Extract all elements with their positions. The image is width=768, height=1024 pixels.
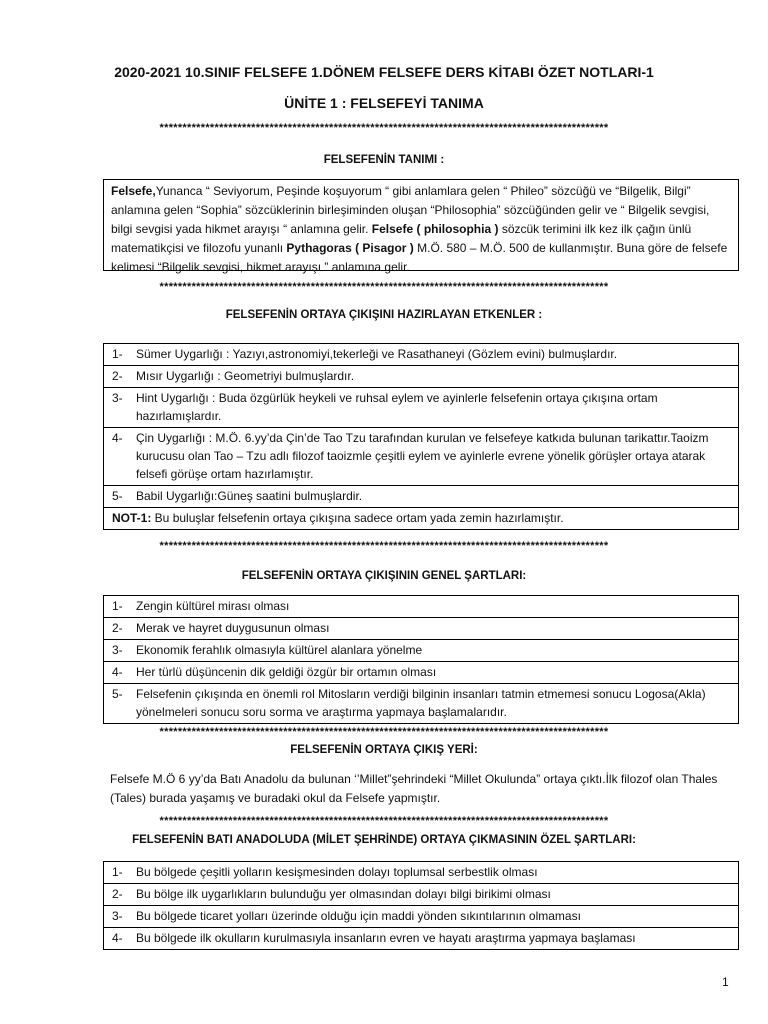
note-row (104, 508, 739, 530)
item-text: Bu bölgede ilk okulların kurulmasıyla insanların evren ve hayatı araştırma yapmaya başlaması (136, 931, 636, 945)
table-row (104, 640, 739, 662)
table-row (104, 388, 739, 428)
definition-text-3: M.Ö. 580 – M.Ö. 500 de kullanmıştır. Buna göre de felsefe kelimesi “Bilgelik sevgisi, hikmet arayışı ” anlamına gelir. (111, 241, 728, 274)
item-text: Zengin kültürel mirası olması (136, 599, 290, 613)
item-number: 2- (112, 887, 123, 901)
special-conditions-heading: FELSEFENİN BATI ANADOLUDA (MİLET ŞEHRİNDE) ORTAYA ÇIKMASININ ÖZEL ŞARTLARI: (132, 834, 636, 846)
definition-text-1: Yunanca “ Seviyorum, Peşinde koşuyorum “ gibi anlamlara gelen “ Phileo” sözcüğü ve “Bilgelik, Bilgi” anlamına gelen “Sophia” sözcüklerinin birleşiminden oluşan “Philosophia” sözcüğünden gelir ve “ Bilgelik sevgisi, bilgi sevgisi yada hikmet arayışı “ anlamına gelir. (111, 184, 710, 236)
item-text: Ekonomik ferahlık olmasıyla kültürel alanlara yönelme (136, 643, 423, 657)
item-number: 3- (112, 643, 123, 657)
item-text: Babil Uygarlığı:Güneş saatini bulmuşlardir. (136, 489, 363, 503)
document-title: 2020-2021 10.SINIF FELSEFE 1.DÖNEM FELSEFE DERS KİTABI ÖZET NOTLARI-1 (114, 64, 654, 80)
item-text: Mısır Uygarlığı : Geometriyi bulmuşlardır. (136, 369, 355, 383)
star-divider: ************************************************************************************************** (159, 281, 609, 293)
definition-term-3: Pythagoras ( Pisagor ) (286, 241, 414, 255)
note-text: Bu buluşlar felsefenin ortaya çıkışına sadece ortam yada zemin hazırlamıştır. (151, 511, 564, 525)
definition-term: Felsefe, (111, 184, 156, 198)
item-text: Her türlü düşüncenin dik geldiği özgür bir ortamın olması (136, 665, 437, 679)
item-text: Hint Uygarlığı : Buda özgürlük heykeli ve ruhsal eylem ve ayinlerle felsefenin ortaya çıkışına ortam hazırlamışlardır. (136, 391, 658, 423)
item-number: 2- (112, 369, 123, 383)
page-number: 1 (722, 975, 729, 989)
definition-heading: FELSEFENİN TANIMI : (323, 154, 445, 166)
item-number: 5- (112, 489, 123, 503)
item-number: 4- (112, 431, 123, 445)
special-conditions-table (103, 861, 739, 950)
star-divider: ************************************************************************************************** (159, 122, 609, 134)
table-row (104, 344, 739, 366)
general-conditions-table (103, 595, 739, 724)
item-text: Felsefenin çıkışında en önemli rol Mitosların verdiği bilginin insanları tatmin etmemesi sonucu Logosa(Akla) yönelmeleri sonucu soru sorma ve araştırma yapmaya başlamalarıdır. (136, 687, 706, 719)
star-divider: ************************************************************************************************** (159, 540, 609, 552)
item-text: Merak ve hayret duygusunun olması (136, 621, 330, 635)
item-number: 3- (112, 391, 123, 405)
table-row (104, 486, 739, 508)
table-row (104, 906, 739, 928)
star-divider: ************************************************************************************************** (159, 726, 609, 738)
definition-box (103, 179, 739, 274)
note-label: NOT-1: (112, 511, 152, 525)
item-number: 3- (112, 909, 123, 923)
origin-place-text: Felsefe M.Ö 6 yy’da Batı Anadolu da bulunan ‘’Millet”şehrindeki “Millet Okulunda” ortaya çıktı.İlk filozof olan Thales (Tales) burada yaşamış ve buradaki okul da Felsefe yapmıştır. (110, 772, 718, 805)
item-number: 1- (112, 599, 123, 613)
table-row (104, 862, 739, 884)
table-row (104, 428, 739, 486)
item-number: 1- (112, 347, 123, 361)
item-number: 2- (112, 621, 123, 635)
item-text: Bu bölgede çeşitli yolların kesişmesinden dolayı toplumsal serbestlik olması (136, 865, 538, 879)
definition-term-2: Felsefe ( philosophia ) (371, 222, 499, 236)
factors-heading: FELSEFENİN ORTAYA ÇIKIŞINI HAZIRLAYAN ETKENLER : (225, 309, 543, 321)
item-text: Bu bölge ilk uygarlıkların bulunduğu yer olmasından dolayı bilgi birikimi olması (136, 887, 551, 901)
item-number: 1- (112, 865, 123, 879)
table-row (104, 684, 739, 724)
table-row (104, 618, 739, 640)
star-divider: ************************************************************************************************** (159, 815, 609, 827)
table-row (104, 366, 739, 388)
item-number: 5- (112, 687, 123, 701)
item-number: 4- (112, 665, 123, 679)
item-text: Sümer Uygarlığı : Yazıyı,astronomiyi,tekerleği ve Rasathaneyi (Gözlem evini) bulmuşlardır. (136, 347, 618, 361)
definition-text-2: sözcük terimini ilk kez ilk çağın ünlü matematikçisi ve filozofu yunanlı (111, 222, 692, 255)
table-row (104, 884, 739, 906)
table-row (104, 596, 739, 618)
table-row (104, 928, 739, 950)
item-text: Bu bölgede ticaret yolları üzerinde olduğu için maddi yönden sıkıntılarının olmaması (136, 909, 581, 923)
table-row (104, 662, 739, 684)
item-text: Çin Uygarlığı : M.Ö. 6.yy’da Çin’de Tao Tzu tarafından kurulan ve felsefeye katkıda bulunan tarikattır.Taoizm kurucusu olan Tao – Tzu adlı filozof taoizmle çeşitli eylem ve ayinlerle evrene yönelik görüşler ortaya atarak felsefi görüşe ortam hazırlamıştır. (136, 431, 709, 481)
unit-title: ÜNİTE 1 : FELSEFEYİ TANIMA (284, 95, 484, 111)
item-number: 4- (112, 931, 123, 945)
general-conditions-heading: FELSEFENİN ORTAYA ÇIKIŞININ GENEL ŞARTLARI: (241, 570, 527, 582)
factors-table (103, 343, 739, 530)
origin-place-heading: FELSEFENİN ORTAYA ÇIKIŞ YERİ: (290, 744, 478, 756)
